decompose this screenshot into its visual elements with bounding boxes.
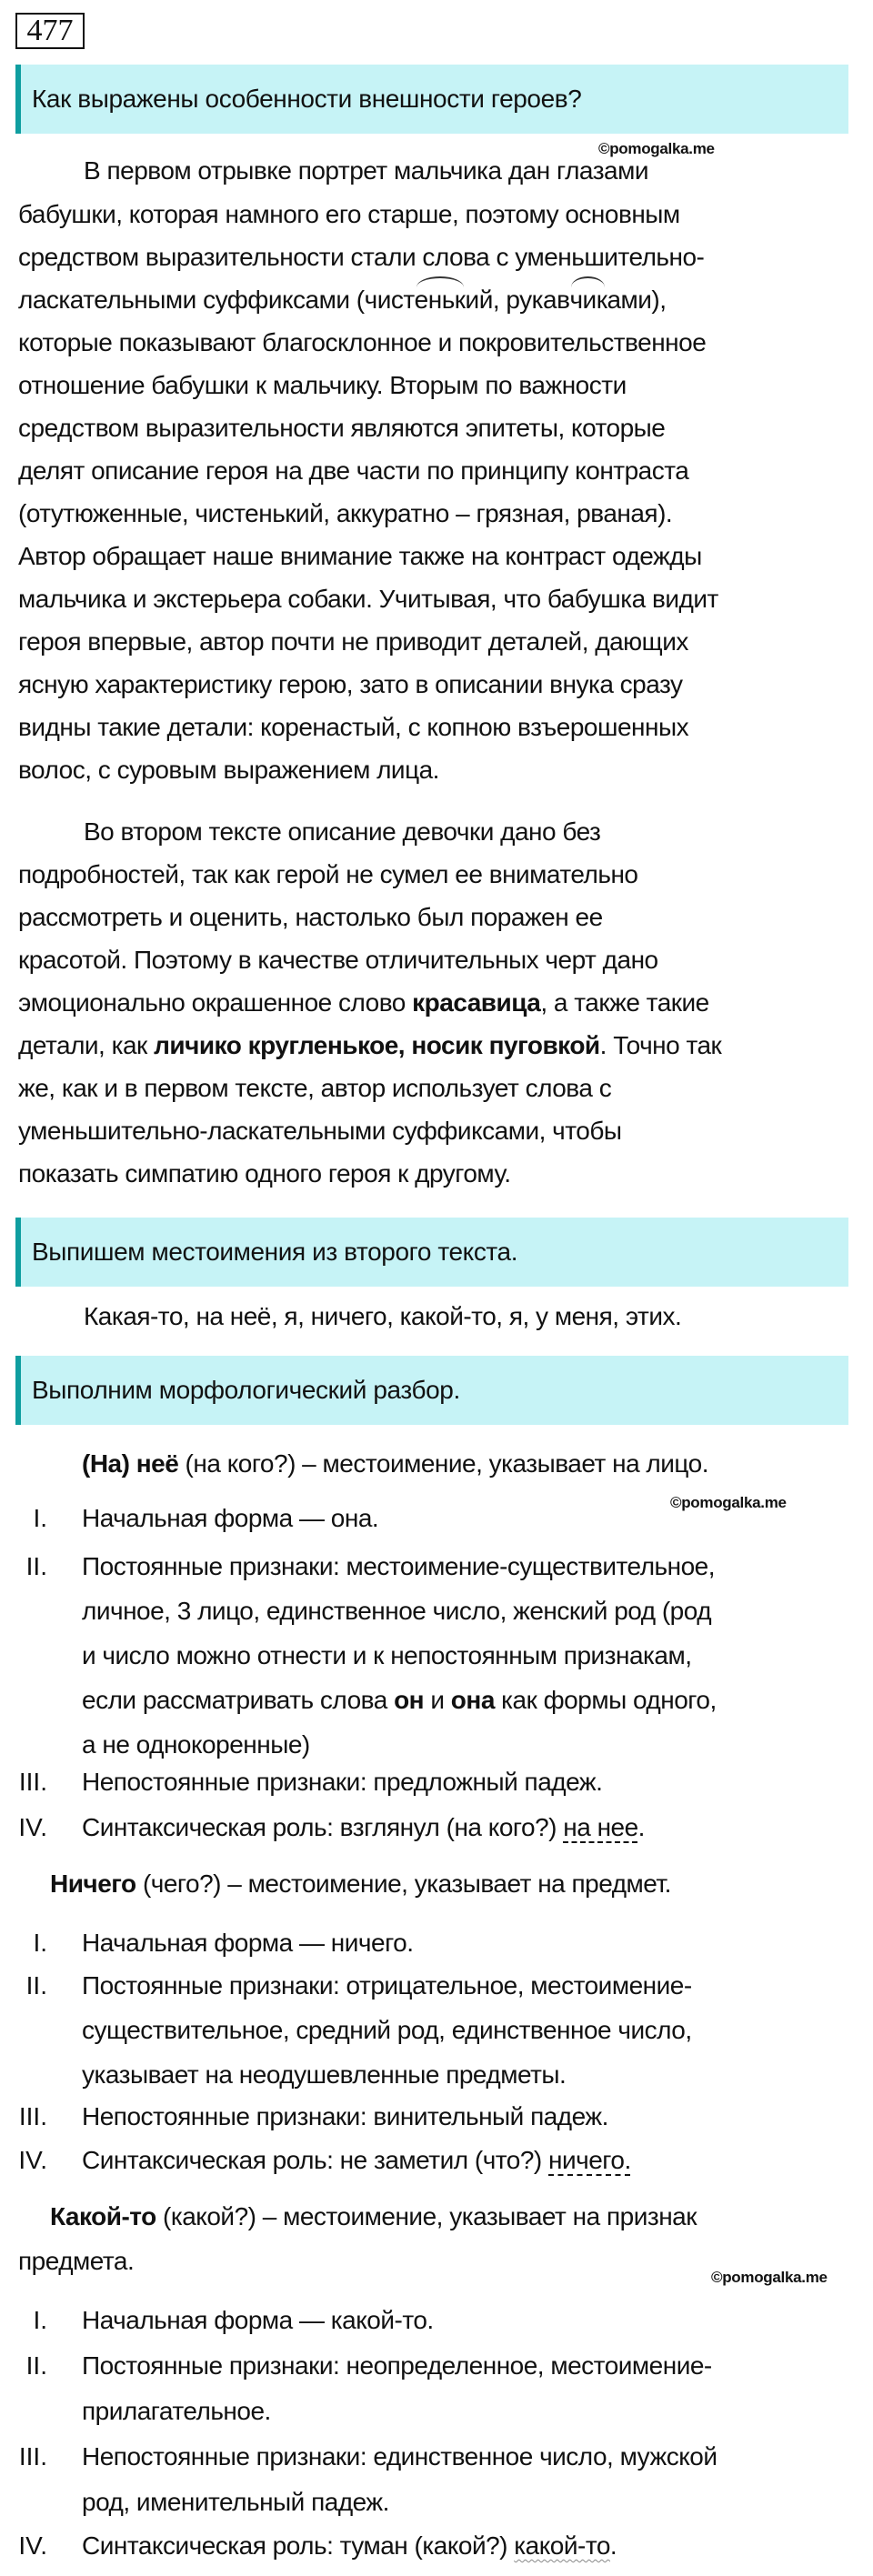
pronoun-word: Какой-то [50,2202,156,2230]
list-item-text: Начальная форма — ничего. [82,1929,414,1957]
word-root: чист [364,286,415,314]
list-item-text: и число можно отнести и к непостоянным признакам, [82,1641,692,1669]
list-item-text [82,1682,717,1719]
bold-word: красавица [412,988,541,1017]
analysis-title-continued: предмета. [18,2247,135,2275]
analysis-title [50,1866,671,1902]
text-fragment: (на кого?) – местоимение, указывает на лицо. [178,1449,708,1478]
list-item-text: прилагательное. [82,2397,271,2425]
list-numeral: II. [25,2351,47,2380]
text-fragment: . Точно так [599,1031,722,1059]
text-line: ясную характеристику герою, зато в описании внука сразу [18,670,683,698]
text-line: уменьшительно-ласкательными суффиксами, чтобы [18,1117,622,1145]
text-line [18,1027,721,1064]
list-numeral: I. [33,1504,47,1532]
analysis-title [50,2199,697,2235]
list-item-text: Постоянные признаки: отрицательное, местоимение- [82,1971,692,2000]
text-line: же, как и в первом тексте, автор использует слова с [18,1074,612,1102]
text-line: которые показывают благосклонное и покровительственное [18,328,707,356]
question-heading-appearance [15,65,848,134]
text-fragment: , а также такие [540,988,709,1017]
list-numeral: III. [18,2442,47,2471]
text-line: подробностей, так как герой не сумел ее внимательно [18,860,638,888]
list-item-text: а не однокоренные) [82,1730,310,1759]
pronoun-word: Ничего [50,1869,136,1898]
text-fragment: (чего?) – местоимение, указывает на предмет. [135,1869,671,1898]
text-fragment: и [424,1686,451,1714]
underlined-object: на нее [563,1813,638,1841]
list-numeral: III. [18,2102,47,2130]
text-line: средством выразительности являются эпитеты, которые [18,414,666,442]
text-line: красотой. Поэтому в качестве отличительных черт дано [18,946,658,974]
suffix-mark: еньк [415,282,466,318]
list-item-text: Начальная форма — какой-то. [82,2306,434,2334]
text-fragment: Синтаксическая роль: туман (какой?) [82,2531,515,2560]
text-fragment: детали, как [18,1031,155,1059]
list-item-text: Начальная форма — она. [82,1504,379,1532]
text-line: мальчика и экстерьера собаки. Учитывая, что бабушка видит [18,585,718,613]
heading-text: Выполним морфологический разбор. [32,1376,460,1404]
watermark: ©pomogalka.me [670,1494,787,1511]
text-line: В первом отрывке портрет мальчика дан глазами [84,156,648,185]
bold-word: он [394,1686,425,1714]
bold-phrase: личико кругленькое, носик пуговкой [154,1031,600,1059]
text-fragment: как формы одного, [494,1686,717,1714]
list-item-text [82,1809,645,1846]
text-fragment: Синтаксическая роль: не заметил (что?) [82,2146,549,2174]
watermark: ©pomogalka.me [598,140,715,157]
text-fragment: ами), [607,286,667,314]
text-line: видны такие детали: коренастый, с копною взъерошенных [18,713,689,741]
text-line: Во втором тексте описание девочки дано без [84,817,601,846]
list-numeral: I. [33,2306,47,2334]
underlined-object: ничего. [548,2146,631,2174]
text-line-with-suffixes [18,282,667,318]
pronouns-answer: Какая-то, на неё, я, ничего, какой-то, я, у меня, этих. [84,1302,682,1330]
text-fragment: если рассматривать слова [82,1686,395,1714]
list-item-text: род, именительный падеж. [82,2488,389,2516]
text-fragment: Синтаксическая роль: взглянул (на кого?) [82,1813,564,1841]
text-fragment: ий, [465,286,507,314]
list-numeral: I. [33,1929,47,1957]
text-line: героя впервые, автор почти не приводит деталей, дающих [18,627,688,656]
question-heading-pronouns [15,1218,848,1287]
text-fragment: ласкательными суффиксами ( [18,286,365,314]
text-line: рассмотреть и оценить, настолько был поражен ее [18,903,603,931]
list-item-text: Непостоянные признаки: единственное число, мужской [82,2442,717,2471]
list-numeral: IV. [18,2146,47,2174]
suffix-mark: чик [569,282,607,318]
text-fragment: . [609,2531,617,2560]
bold-word: она [450,1686,495,1714]
list-numeral: IV. [18,1813,47,1841]
list-item-text: Постоянные признаки: неопределенное, местоимение- [82,2351,712,2380]
list-numeral: IV. [18,2531,47,2560]
text-fragment: (какой?) – местоимение, указывает на признак [156,2202,697,2230]
list-numeral: II. [25,1552,47,1580]
word-root: рукав [506,286,570,314]
list-item-text [82,2528,617,2564]
list-item-text: Постоянные признаки: местоимение-существительное, [82,1552,716,1580]
text-line: Автор обращает наше внимание также на контраст одежды [18,542,702,570]
list-item-text: указывает на неодушевленные предметы. [82,2060,567,2089]
text-line: отношение бабушки к мальчику. Вторым по важности [18,371,627,399]
list-numeral: III. [18,1768,47,1796]
list-item-text: существительное, средний род, единственное число, [82,2016,692,2044]
text-line: средством выразительности стали слова с уменьшительно- [18,243,705,271]
list-item-text: Непостоянные признаки: винительный падеж. [82,2102,608,2130]
watermark: ©pomogalka.me [711,2269,828,2286]
list-numeral: II. [25,1971,47,2000]
heading-text: Выпишем местоимения из второго текста. [32,1238,518,1266]
list-item-text: личное, 3 лицо, единственное число, женский род (род [82,1597,712,1625]
list-item-text [82,2142,631,2179]
text-line [18,985,709,1021]
pronoun-word: (На) неё [82,1449,179,1478]
heading-text: Как выражены особенности внешности героев? [32,85,582,113]
text-line: показать симпатию одного героя к другому. [18,1159,511,1188]
exercise-number: 477 [15,13,85,49]
text-line: волос, с суровым выражением лица. [18,756,439,784]
underlined-attribute: какой-то [514,2531,610,2560]
text-line: делят описание героя на две части по принципу контраста [18,456,689,485]
text-line: (отутюженные, чистенький, аккуратно – грязная, рваная). [18,499,673,527]
text-fragment: эмоционально окрашенное слово [18,988,413,1017]
list-item-text: Непостоянные признаки: предложный падеж. [82,1768,603,1796]
text-fragment: . [637,1813,645,1841]
analysis-title [82,1446,708,1482]
question-heading-morphology [15,1356,848,1425]
text-line: бабушки, которая намного его старше, поэтому основным [18,200,680,228]
